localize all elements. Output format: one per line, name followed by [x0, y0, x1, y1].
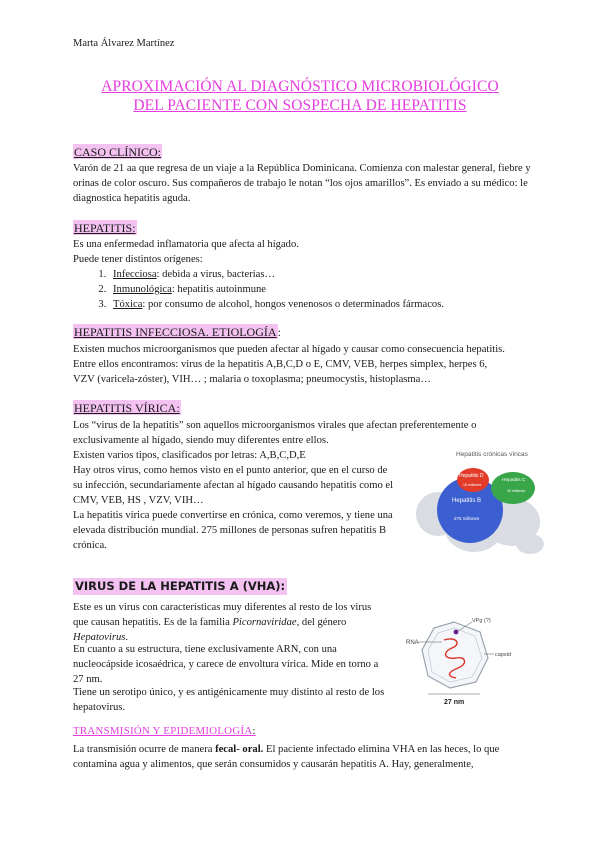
size-label: 27 nm — [444, 699, 465, 706]
origin-desc: : hepatitis autoinmune — [171, 284, 266, 295]
vha-family: Picornaviridae, — [232, 617, 300, 628]
hepatitis-heading: HEPATITIS: — [74, 221, 136, 235]
transmision-line-1 — [73, 742, 543, 757]
transmision-line-2: contamina agua y alimentos, que serán consumidos y causarán hepatitis A. Hay, generalmente, — [73, 759, 474, 770]
vha-p1-mid: del género — [299, 617, 347, 628]
caso-text: Varón de 21 aa que regresa de un viaje a la República Dominicana. Comienza con malestar general, fiebre y orinas de color oscuro. Sus compañeros de trabajo le notan “los ojos amarillos”. Es enviado a su médico: le diagnostica hepatitis aguda. — [73, 163, 531, 204]
origin-term: Inmunológica — [113, 284, 172, 295]
caso-heading: CASO CLÍNICO: — [74, 145, 162, 159]
hepatitis-body — [73, 237, 533, 312]
infecciosa-line-3: VZV (varicela-zóster), VIH… ; malaria o toxoplasma; pneumocystis, histoplasma… — [73, 374, 431, 385]
infecciosa-body — [73, 342, 543, 387]
infecciosa-line-1: Existen muchos microorganismos que pueden afectar al hígado y causar como consecuencia hepatitis. — [73, 344, 505, 355]
transmision-body — [73, 742, 543, 772]
hav-virion-figure — [404, 614, 520, 706]
origin-term: Infecciosa — [113, 269, 157, 280]
hepatitis-line-2: Puede tener distintos orígenes: — [73, 254, 203, 265]
venn-circle-hepatitis-d — [457, 468, 489, 492]
title-line-2: DEL PACIENTE CON SOSPECHA DE HEPATITIS — [133, 96, 467, 114]
vha-p3: Tiene un serotipo único, y es antigénicamente muy distinto al resto de los hepatovirus. — [73, 687, 385, 713]
hepatitis-line-1: Es una enfermedad inflamatoria que afecta al hígado. — [73, 239, 299, 250]
vha-p1 — [73, 600, 389, 645]
author-name: Marta Álvarez Martínez — [73, 38, 175, 49]
title-line-1: APROXIMACIÓN AL DIAGNÓSTICO MICROBIOLÓGICO — [101, 78, 499, 95]
vha-heading: VIRUS DE LA HEPATITIS A (VHA): — [75, 579, 286, 593]
rna-label: RNA — [406, 640, 419, 646]
chronic-hepatitis-figure — [412, 444, 550, 556]
venn-title: Hepatitis crónicas víricas — [456, 451, 528, 458]
transmision-heading: TRANSMISIÓN Y EPIDEMIOLOGÍA: — [73, 725, 256, 737]
vha-genus: Hepatovirus — [73, 632, 126, 643]
vpg-dot — [454, 630, 459, 635]
list-item — [109, 282, 533, 297]
virica-p4: La hepatitis vírica puede convertirse en crónica, como veremos, y tiene una elevada distribución mundial. 275 millones de personas sufren hepatitis B crónica. — [73, 510, 393, 551]
virion-diagram — [404, 614, 520, 706]
list-item — [109, 267, 533, 282]
virica-p2: Existen varios tipos, clasificados por letras: A,B,C,D,E — [73, 450, 306, 461]
origin-term: Tóxica — [113, 299, 143, 310]
virica-p1a: Los “virus de la hepatitis” son aquellos microorganismos virales que afectan preferentemente o — [73, 420, 477, 431]
virica-p1b: exclusivamente al hígado, siendo muy diferentes entre ellos. — [73, 435, 329, 446]
section-infecciosa: HEPATITIS INFECCIOSA. ETIOLOGÍA: — [74, 325, 281, 339]
venn-b-label: Hepatitis B — [452, 498, 482, 504]
list-item — [109, 297, 533, 312]
venn-circle-hepatitis-c — [491, 472, 535, 504]
venn-d-value: 15 millones — [463, 483, 482, 487]
section-caso-clinico — [73, 145, 533, 161]
venn-c-label: Hepatitis C — [502, 478, 526, 483]
virica-p3: Hay otros virus, como hemos visto en el punto anterior, que en el curso de su infección, secundariamente afectan al hígado causando hepatitis como el CMV, VEB, HS , VZV, VIH… — [73, 465, 394, 506]
trans-l1-post: El paciente infectado elimina VHA en las heces, lo que — [263, 744, 500, 755]
hepatitis-origins-list — [73, 267, 533, 312]
vha-p1-end: . — [125, 632, 129, 643]
virica-heading: HEPATITIS VÍRICA: — [74, 401, 180, 415]
venn-d-label: Hepatitis D — [459, 473, 484, 479]
vha-p2: En cuanto a su estructura, tiene exclusivamente ARN, con una nucleocápside icosaédrica, y carece de envoltura vírica. Mide en torno a 27 nm. — [73, 644, 379, 685]
capsid-label: capsid — [495, 652, 511, 658]
trans-l1-bold: fecal- oral. — [215, 744, 264, 755]
vha-p1-pre: Este es un virus con características muy diferentes al resto de los virus que causan hepatitis. Es de la familia — [73, 602, 372, 628]
venn-diagram — [412, 444, 550, 556]
venn-c-value: 30 millones — [507, 489, 526, 493]
infecciosa-line-2: Entre ellos encontramos: virus de la hepatitis A,B,C,D o E, CMV, VEB, herpes simplex, herpes 6, — [73, 359, 488, 370]
section-virica — [73, 401, 533, 417]
page-title — [60, 78, 540, 115]
venn-b-value: 275 millones — [454, 516, 480, 521]
origin-desc: : por consumo de alcohol, hongos venenosos o determinados fármacos. — [142, 299, 444, 310]
section-hepatitis — [73, 221, 533, 237]
trans-l1-pre: La transmisión ocurre de manera — [73, 744, 216, 755]
transmision-heading-text: TRANSMISIÓN Y EPIDEMIOLOGÍA — [73, 725, 253, 737]
vpg-label: VPg (?) — [472, 618, 491, 624]
infecciosa-heading: HEPATITIS INFECCIOSA. ETIOLOGÍA — [74, 325, 277, 339]
origin-desc: : debida a virus, bacterias… — [156, 269, 276, 280]
